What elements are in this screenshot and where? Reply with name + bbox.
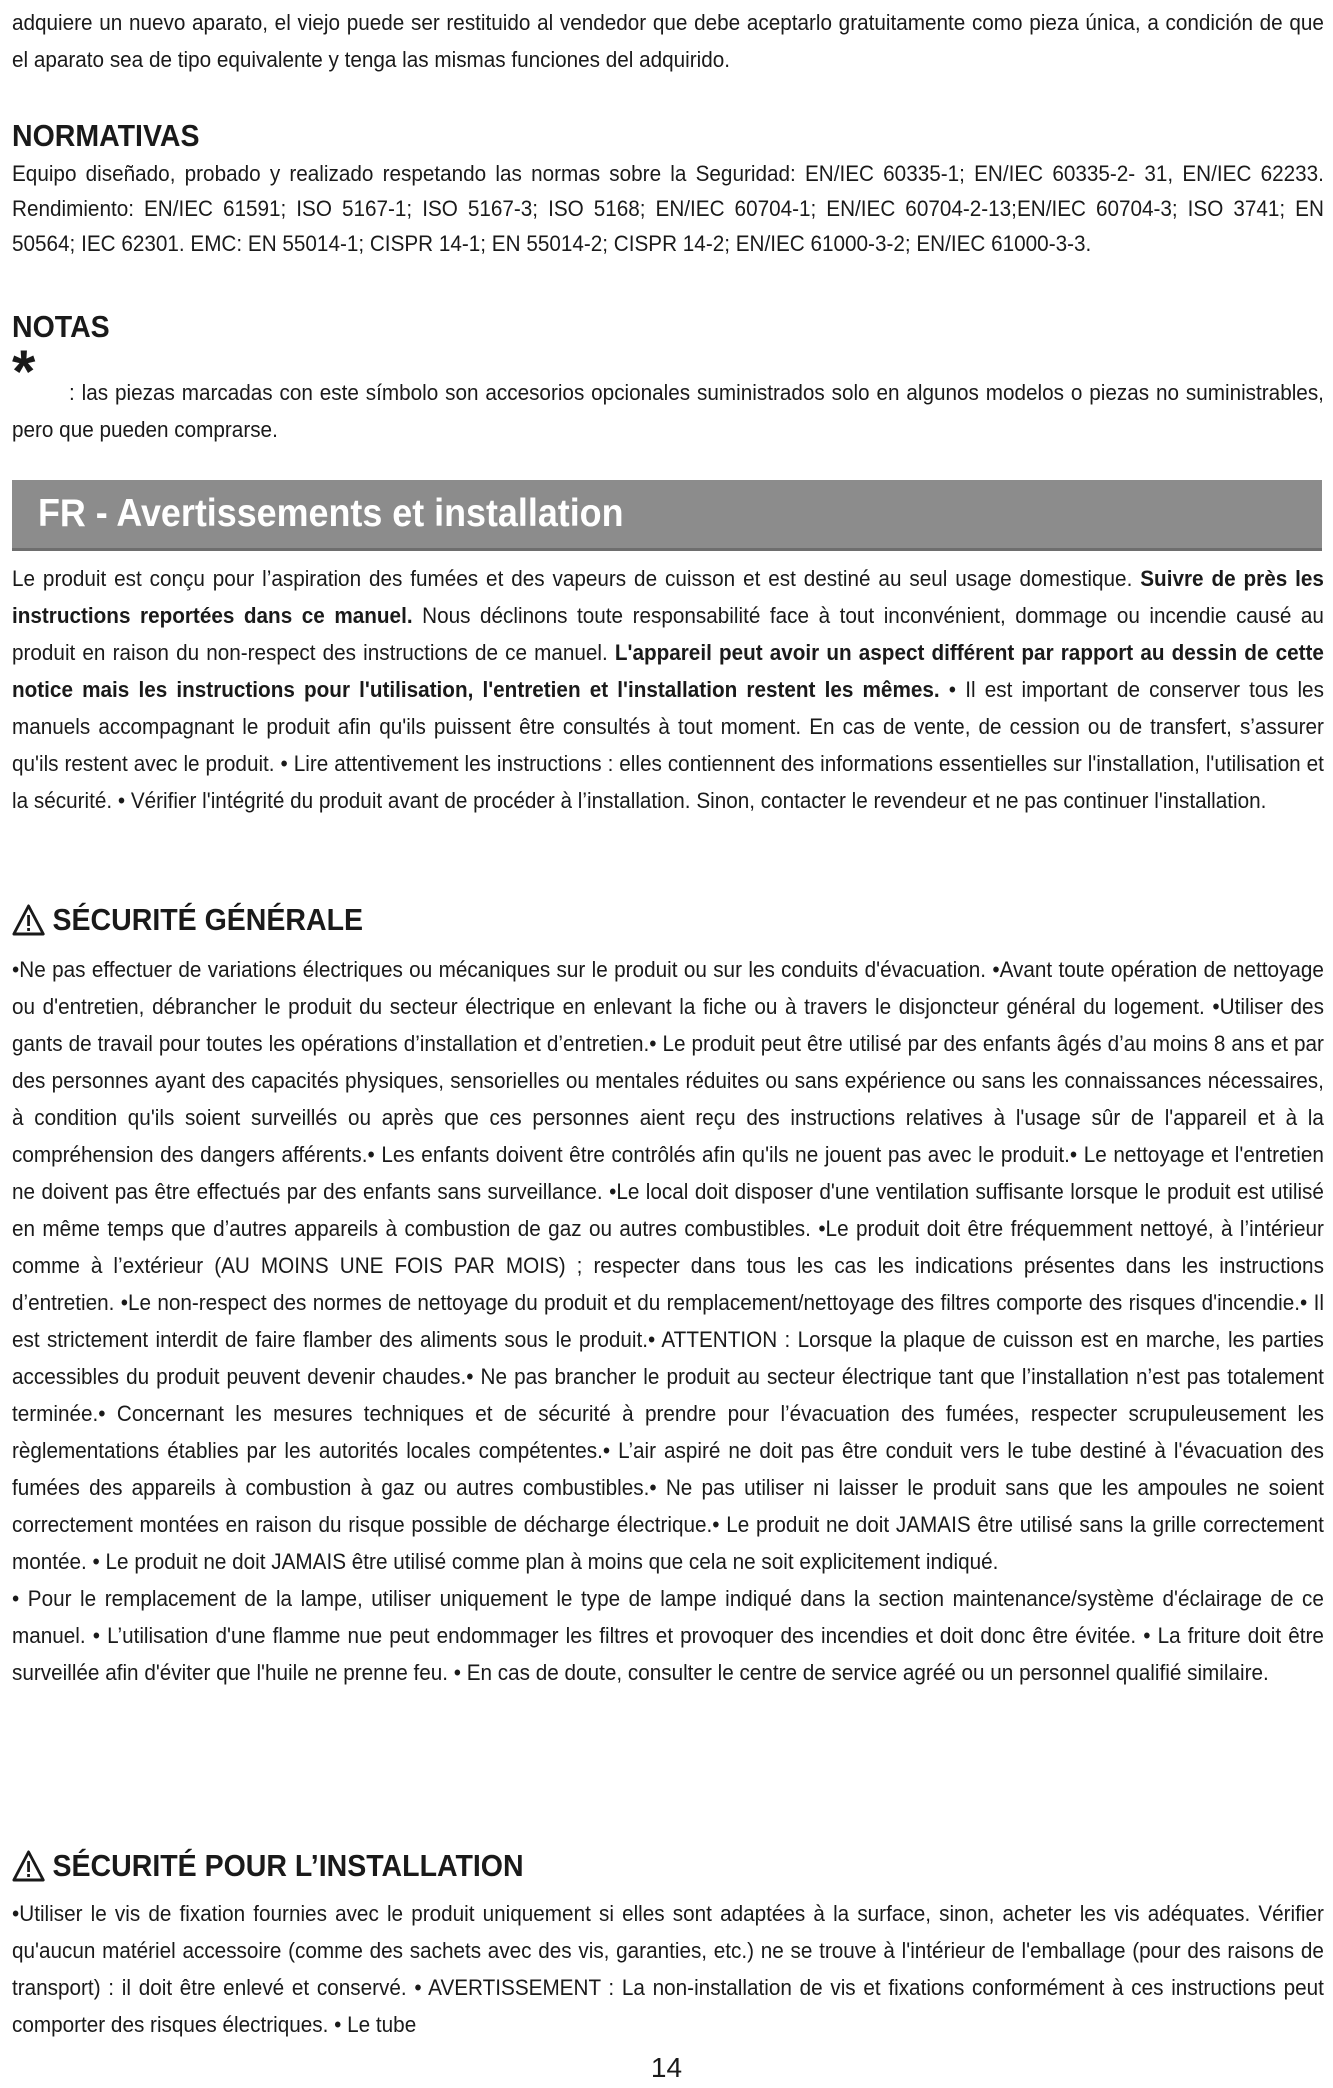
es-paragraph-tail: adquiere un nuevo aparato, el viejo puede ser restituido al vendedor que debe aceptarlo gratuitamente como pieza única, a condición de que el aparato sea de tipo equivalente y tenga las mismas funciones del adquirido. <box>12 10 1324 72</box>
fr-intro-line1: Le produit est conçu pour l’aspiration des fumées et des vapeurs de cuisson et est destiné au seul usage domestique. <box>12 566 1133 591</box>
securite-generale-text: •Ne pas effectuer de variations électriques ou mécaniques sur le produit ou sur les conduits d'évacuation. •Avant toute opération de nettoyage ou d'entretien, débrancher le produit du secteur électrique en enlevant la fiche ou à travers le disjoncteur général du logement. •Utiliser des gants de travail pour toutes les opérations d’installation et d’entretien.• Le produit peut être utilisé par des enfants âgés d’au moins 8 ans et par des personnes ayant des capacités physiques, sensorielles ou mentales réduites ou sans expérience ou sans les connaissances nécessaires, à condition qu'ils soient surveillés ou après que ces personnes aient reçu des instructions relatives à l'usage sûr de l'appareil et à la compréhension des dangers afférents.• Les enfants doivent être contrôlés afin qu'ils ne jouent pas avec le produit.• Le nettoyage et l'entretien ne doivent pas être effectués par des enfants sans surveillance. •Le local doit disposer d'une ventilation suffisante lorsque le produit est utilisé en même temps que d’autres appareils à combustion de gaz ou autres combustibles. •Le produit doit être fréquemment nettoyé, à l’intérieur comme à l’extérieur (AU MOINS UNE FOIS PAR MOIS) ; respecter dans tous les cas les indications présentes dans les instructions d’entretien. •Le non-respect des normes de nettoyage du produit et du remplacement/nettoyage des filtres comporte des risques d'incendie.• Il est strictement interdit de faire flamber des aliments sous le produit.• ATTENTION : Lorsque la plaque de cuisson est en marche, les parties accessibles du produit peuvent devenir chaudes.• Ne pas brancher le produit au secteur électrique tant que l’installation n’est pas totalement terminée.• Concernant les mesures techniques et de sécurité à prendre pour l’évacuation des fumées, respecter scrupuleusement les règlementations établies par les autorités locales compétentes.• L’air aspiré ne doit pas être conduit vers le tube destiné à l'évacuation des fumées des appareils à combustion à gaz ou autres combustibles.• Ne pas utiliser ni laisser le produit sans que les ampoules ne soient correctement montées en raison du risque possible de décharge électrique.• Le produit ne doit JAMAIS être utilisé sans la grille correctement montée. • Le produit ne doit JAMAIS être utilisé comme plan à moins que cela ne soit explicitement indiqué. • Pour le remplacement de la lampe, utiliser uniquement le type de lampe indiqué dans la section maintenance/système d'éclairage de ce manuel. • L’utilisation d'une flamme nue peut endommager les filtres et provoquer des incendies et doit donc être évitée. • La friture doit être surveillée afin d'éviter que l'huile ne prenne feu. • En cas de doute, consulter le centre de service agréé ou un personnel qualifié similaire. <box>12 957 1324 1685</box>
fr-intro-rest1: Nous déclinons toute responsabilité face à tout inconvénient, dommage ou incendie causé au produit en raison du non-respect des instructions de ce manuel. <box>12 603 1324 665</box>
fr-intro-bold1: Suivre de près les instructions reportées dans ce manuel. <box>12 566 1324 628</box>
section-banner-title: FR - Avertissements et installation <box>38 492 624 535</box>
asterisk-symbol-icon: * <box>12 338 36 405</box>
securite-installation-heading: SÉCURITÉ POUR L’INSTALLATION <box>12 1848 524 1890</box>
securite-generale-heading: SÉCURITÉ GÉNÉRALE <box>12 902 363 944</box>
notas-text: : las piezas marcadas con este símbolo son accesorios opcionales suministrados solo en algunos modelos o piezas no suministrables, pero que pueden comprarse. <box>12 380 1324 442</box>
normativas-heading: NORMATIVAS <box>12 118 200 153</box>
fr-intro-bold2: L'appareil peut avoir un aspect différent par rapport au dessin de cette notice mais les instructions pour l'utilisation, l'entretien et l'installation restent les mêmes. <box>12 640 1324 702</box>
warning-triangle-icon <box>12 1850 45 1890</box>
warning-triangle-icon <box>12 904 45 944</box>
fr-intro-bullets: • Il est important de conserver tous les manuels accompagnant le produit afin qu'ils puissent être consultés à tout moment. En cas de vente, de cession ou de transfert, s’assurer qu'ils restent avec le produit. • Lire attentivement les instructions : elles contiennent des informations essentielles sur l'installation, l'utilisation et la sécurité. • Vérifier l'intégrité du produit avant de procéder à l’installation. Sinon, contacter le revendeur et ne pas continuer l'installation. <box>12 677 1324 813</box>
section-banner <box>12 480 1322 551</box>
normativas-text: Equipo diseñado, probado y realizado respetando las normas sobre la Seguridad: EN/IEC 60335-1; EN/IEC 60335-2- 31, EN/IEC 62233. Rendimiento: EN/IEC 61591; ISO 5167-1; ISO 5167-3; ISO 5168; EN/IEC 60704-1; EN/IEC 60704-2-13;EN/IEC 60704-3; ISO 3741; EN 50564; IEC 62301. EMC: EN 55014-1; CISPR 14-1; EN 55014-2; CISPR 14-2; EN/IEC 61000-3-2; EN/IEC 61000-3-3. <box>12 161 1324 256</box>
fr-intro <box>12 560 1324 819</box>
page-number: 14 <box>650 2052 683 2083</box>
notas-heading: NOTAS <box>12 309 110 344</box>
securite-installation-text: •Utiliser le vis de fixation fournies avec le produit uniquement si elles sont adaptées à la surface, sinon, acheter les vis adéquates. Vérifier qu'aucun matériel accessoire (comme des sachets avec des vis, garanties, etc.) ne se trouve à l'intérieur de l'emballage (pour des raisons de transport) : il doit être enlevé et conservé. • AVERTISSEMENT : La non-installation de vis et fixations conformément à ces instructions peut comporter des risques électriques. • Le tube <box>12 1901 1324 2037</box>
